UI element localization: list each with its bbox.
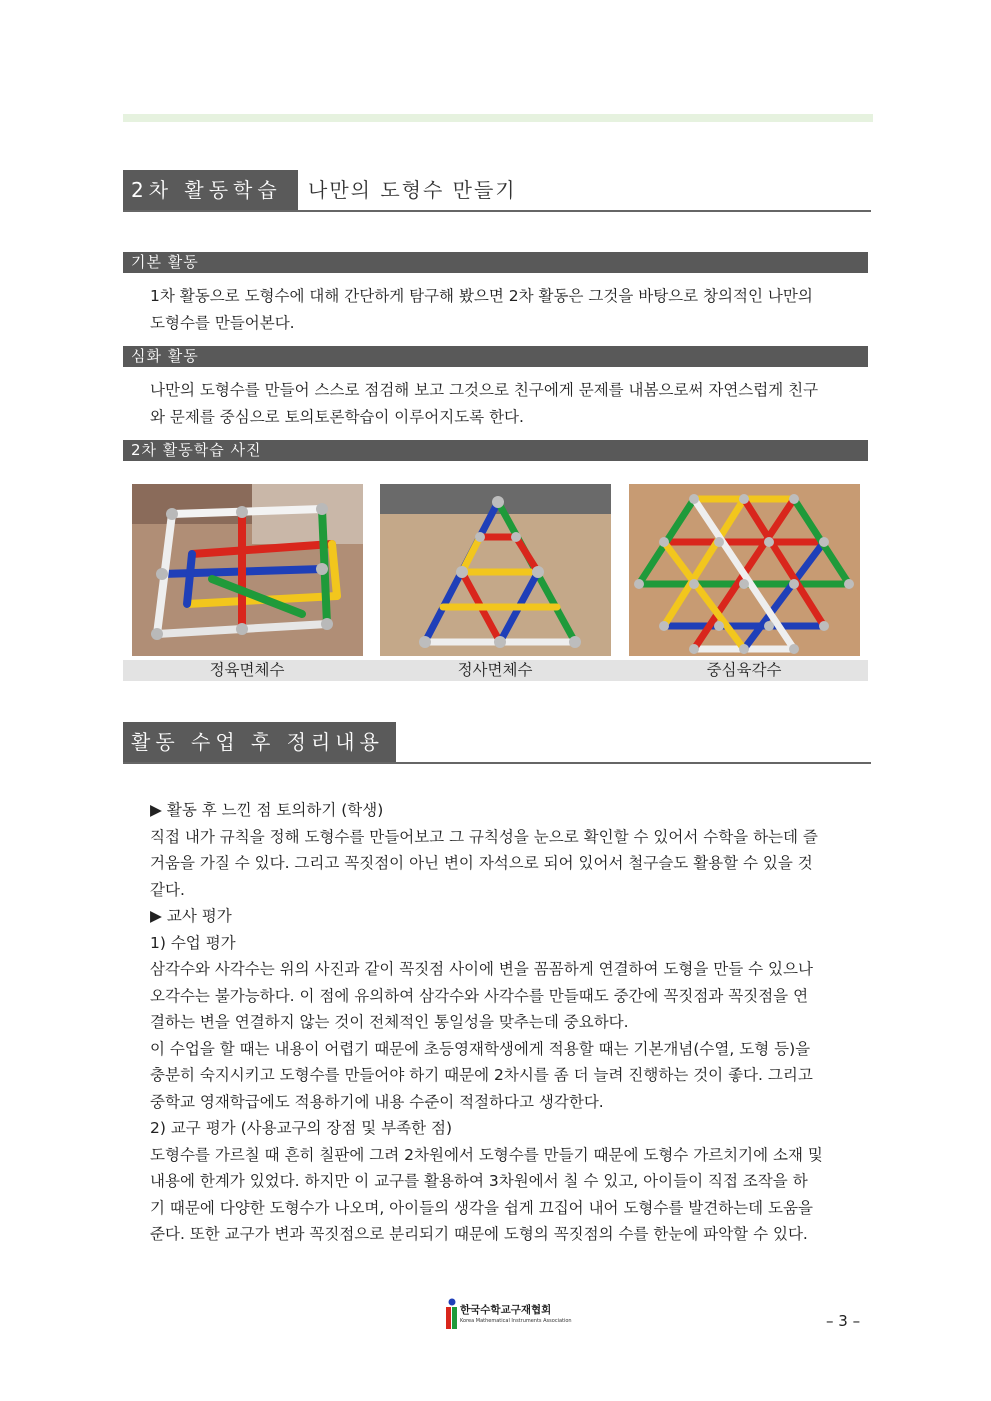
text-line: 내용에 한계가 있었다. 하지만 이 교구를 활용하여 3차원에서 칠 수 있고, 아이들이 직접 조작을 하 bbox=[150, 1172, 808, 1190]
text-line: 중학교 영재학급에도 적용하기에 내용 수준이 적절하다고 생각한다. bbox=[150, 1092, 604, 1111]
photos-bar: 2차 활동학습 사진 bbox=[123, 440, 868, 461]
text-line: 충분히 숙지시키고 도형수를 만들어야 하기 때문에 2차시를 좀 더 늘려 진행하는 것이 좋다. 그리고 bbox=[150, 1066, 813, 1084]
section-tag: 활동 수업 후 정리내용 bbox=[123, 722, 396, 762]
section-subtitle: 나만의 도형수 만들기 bbox=[308, 178, 517, 202]
caption-cube: 정육면체수 bbox=[209, 661, 285, 679]
text-line: 거움을 가질 수 있다. 그리고 꼭짓점이 아닌 변이 자석으로 되어 있어서 철구슬도 활용할 수 있을 것 bbox=[150, 854, 813, 872]
logo-subtext: Korea Mathematical Instruments Association bbox=[460, 1318, 572, 1324]
text-line: 오각수는 불가능하다. 이 점에 유의하여 삼각수와 사각수를 만들때도 중간에 꼭짓점과 꼭짓점을 연 bbox=[150, 986, 809, 1005]
text-line: 기 때문에 다양한 도형수가 나오며, 아이들의 생각을 쉽게 끄집어 내어 도형수를 발견하는데 도움을 bbox=[150, 1198, 813, 1217]
text-line: 와 문제를 중심으로 토의토론학습이 이루어지도록 한다. bbox=[150, 407, 524, 426]
text-line: 직접 내가 규칙을 정해 도형수를 만들어보고 그 규칙성을 눈으로 확인할 수 있어서 수학을 하는데 즐 bbox=[150, 827, 818, 846]
text-line: 도형수를 만들어본다. bbox=[150, 313, 295, 332]
cube-photo bbox=[132, 484, 363, 656]
advanced-activity-text bbox=[150, 377, 873, 430]
basic-activity-text bbox=[150, 283, 873, 336]
text-line: 삼각수와 사각수는 위의 사진과 같이 꼭짓점 사이에 변을 꼼꼼하게 연결하여 도형을 만들 수 있으나 bbox=[150, 960, 813, 978]
section-tag: 2차 활동학습 bbox=[123, 170, 298, 210]
page-number: – 3 – bbox=[826, 1312, 861, 1330]
review-text bbox=[150, 797, 873, 1248]
text-line: 준다. 또한 교구가 변과 꼭짓점으로 분리되기 때문에 도형의 꼭짓점의 수를 한눈에 파악할 수 있다. bbox=[150, 1225, 808, 1243]
section-header-activity bbox=[123, 170, 871, 212]
caption-hexagonal: 중심육각수 bbox=[706, 661, 782, 679]
text-line: 같다. bbox=[150, 880, 185, 899]
text-line: 이 수업을 할 때는 내용이 어렵기 때문에 초등영재학생에게 적용할 때는 기본개념(수열, 도형 등)을 bbox=[150, 1039, 811, 1058]
advanced-activity-bar: 심화 활동 bbox=[123, 346, 868, 367]
text-line: 1차 활동으로 도형수에 대해 간단하게 탐구해 봤으면 2차 활동은 그것을 바탕으로 창의적인 나만의 bbox=[150, 287, 813, 305]
logo-text: 한국수학교구재협회 bbox=[460, 1304, 552, 1316]
text-line: 나만의 도형수를 만들어 스스로 점검해 보고 그것으로 친구에게 문제를 내봄으로써 자연스럽게 친구 bbox=[150, 381, 819, 399]
text-line: 2) 교구 평가 (사용교구의 장점 및 부족한 점) bbox=[150, 1119, 453, 1137]
caption-tetrahedron: 정사면체수 bbox=[457, 661, 533, 679]
text-line: 1) 수업 평가 bbox=[150, 933, 236, 952]
hexagonal-photo bbox=[629, 484, 860, 656]
text-line: ▶ 교사 평가 bbox=[150, 907, 232, 925]
text-line: 도형수를 가르칠 때 흔히 칠판에 그려 2차원에서 도형수를 만들기 때문에 도형수 가르치기에 소재 및 bbox=[150, 1145, 823, 1164]
tetrahedron-photo bbox=[380, 484, 611, 656]
top-rule bbox=[123, 114, 873, 122]
association-logo bbox=[445, 1298, 572, 1330]
section-header-summary bbox=[123, 722, 871, 764]
basic-activity-bar: 기본 활동 bbox=[123, 252, 868, 273]
logo-mark-icon bbox=[445, 1298, 459, 1330]
text-line: ▶ 활동 후 느낀 점 토의하기 (학생) bbox=[150, 801, 384, 819]
text-line: 결하는 변을 연결하지 않는 것이 전체적인 통일성을 맞추는데 중요하다. bbox=[150, 1013, 629, 1031]
